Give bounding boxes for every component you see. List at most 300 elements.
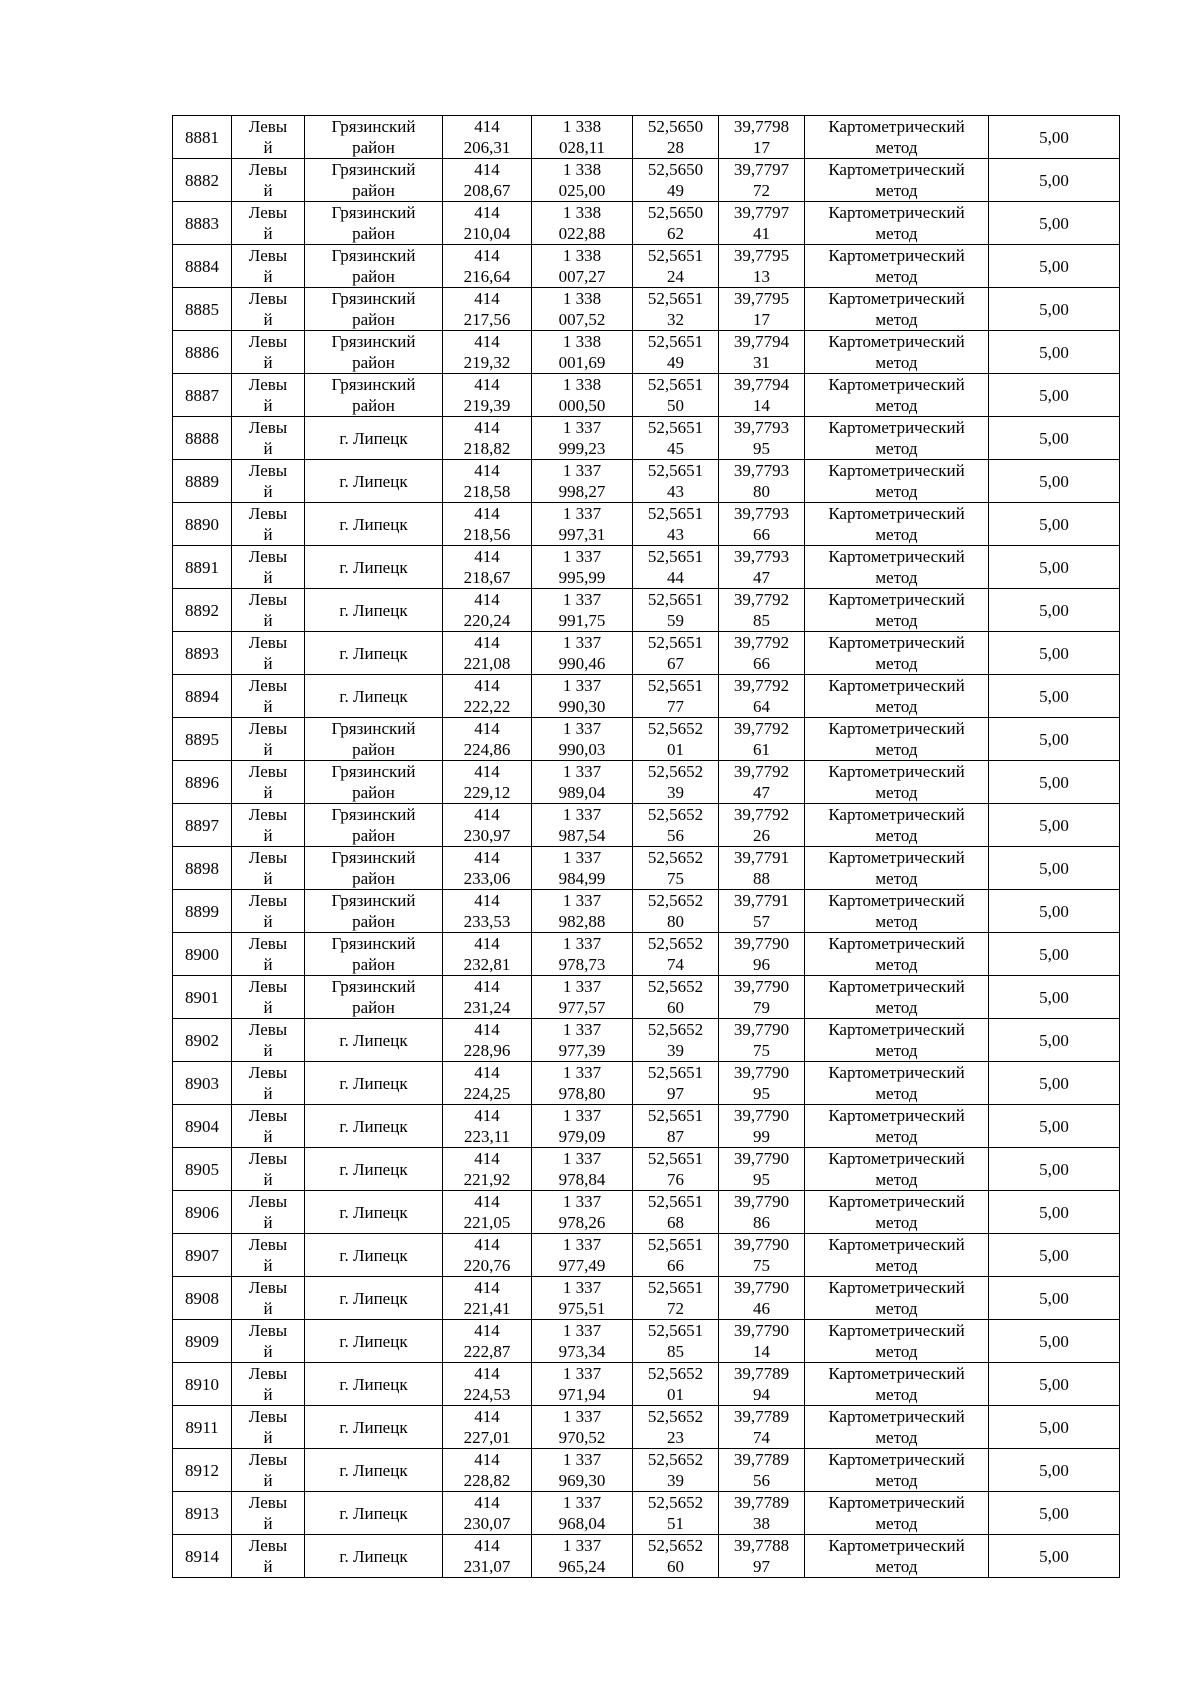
- longitude-cell: [719, 761, 805, 804]
- cell-text: 8881: [185, 127, 219, 147]
- cell-text: Грязинский район: [331, 203, 416, 243]
- cell-text: 5,00: [1039, 213, 1069, 233]
- cell-text: Картометрический метод: [828, 1278, 965, 1318]
- table-row: [173, 116, 1120, 159]
- cell-text: Грязинский район: [331, 160, 416, 200]
- cell-text: 5,00: [1039, 1288, 1069, 1308]
- cell-text: 5,00: [1039, 342, 1069, 362]
- table-row: [173, 288, 1120, 331]
- cell-text: Левы й: [248, 1020, 288, 1060]
- point-number-cell: [173, 1191, 232, 1234]
- cell-text: Картометрический метод: [828, 891, 965, 931]
- y-coordinate-cell: [532, 503, 633, 546]
- method-cell: [805, 589, 989, 632]
- district-cell: [305, 331, 443, 374]
- table-row: [173, 632, 1120, 675]
- cell-text: 39,7789 56: [733, 1450, 790, 1490]
- latitude-cell: [633, 632, 719, 675]
- point-number-cell: [173, 933, 232, 976]
- cell-text: 5,00: [1039, 1460, 1069, 1480]
- accuracy-cell: [989, 1363, 1120, 1406]
- accuracy-cell: [989, 1535, 1120, 1578]
- cell-text: 8904: [185, 1116, 219, 1136]
- x-coordinate-cell: [443, 288, 532, 331]
- side-cell: [232, 1191, 305, 1234]
- y-coordinate-cell: [532, 1449, 633, 1492]
- cell-text: 52,5652 01: [647, 1364, 704, 1404]
- accuracy-cell: [989, 1191, 1120, 1234]
- method-cell: [805, 245, 989, 288]
- cell-text: Картометрический метод: [828, 848, 965, 888]
- latitude-cell: [633, 1535, 719, 1578]
- cell-text: 5,00: [1039, 1245, 1069, 1265]
- cell-text: 5,00: [1039, 1546, 1069, 1566]
- cell-text: 1 338 001,69: [558, 332, 606, 372]
- cell-text: 1 337 989,04: [558, 762, 606, 802]
- cell-text: Картометрический метод: [828, 1149, 965, 1189]
- cell-text: 5,00: [1039, 1159, 1069, 1179]
- latitude-cell: [633, 1234, 719, 1277]
- cell-text: 5,00: [1039, 944, 1069, 964]
- accuracy-cell: [989, 546, 1120, 589]
- cell-text: Картометрический метод: [828, 117, 965, 157]
- cell-text: 5,00: [1039, 1202, 1069, 1222]
- x-coordinate-cell: [443, 374, 532, 417]
- cell-text: Левы й: [248, 1450, 288, 1490]
- cell-text: 52,5651 49: [647, 332, 704, 372]
- cell-text: 8911: [185, 1417, 219, 1437]
- cell-text: 8887: [185, 385, 219, 405]
- table-row: [173, 460, 1120, 503]
- cell-text: 414 229,12: [463, 762, 511, 802]
- method-cell: [805, 804, 989, 847]
- side-cell: [232, 847, 305, 890]
- cell-text: Картометрический метод: [828, 1364, 965, 1404]
- cell-text: 414 218,56: [463, 504, 511, 544]
- table-row: [173, 374, 1120, 417]
- latitude-cell: [633, 417, 719, 460]
- table-row: [173, 1363, 1120, 1406]
- accuracy-cell: [989, 288, 1120, 331]
- table-row: [173, 1148, 1120, 1191]
- cell-text: 52,5651 87: [647, 1106, 704, 1146]
- method-cell: [805, 1062, 989, 1105]
- side-cell: [232, 460, 305, 503]
- latitude-cell: [633, 1277, 719, 1320]
- latitude-cell: [633, 460, 719, 503]
- latitude-cell: [633, 1320, 719, 1363]
- cell-text: 1 337 995,99: [558, 547, 606, 587]
- longitude-cell: [719, 1320, 805, 1363]
- cell-text: 1 337 977,39: [558, 1020, 606, 1060]
- cell-text: Картометрический метод: [828, 418, 965, 458]
- longitude-cell: [719, 460, 805, 503]
- cell-text: Левы й: [248, 332, 288, 372]
- district-cell: [305, 675, 443, 718]
- table-row: [173, 976, 1120, 1019]
- point-number-cell: [173, 1062, 232, 1105]
- cell-text: 5,00: [1039, 901, 1069, 921]
- cell-text: 39,7795 17: [733, 289, 790, 329]
- district-cell: [305, 116, 443, 159]
- method-cell: [805, 675, 989, 718]
- cell-text: Левы й: [248, 1063, 288, 1103]
- cell-text: Левы й: [248, 418, 288, 458]
- cell-text: 5,00: [1039, 1417, 1069, 1437]
- cell-text: 414 210,04: [463, 203, 511, 243]
- cell-text: Грязинский район: [331, 332, 416, 372]
- x-coordinate-cell: [443, 159, 532, 202]
- y-coordinate-cell: [532, 116, 633, 159]
- y-coordinate-cell: [532, 1535, 633, 1578]
- accuracy-cell: [989, 116, 1120, 159]
- cell-text: Картометрический метод: [828, 203, 965, 243]
- y-coordinate-cell: [532, 804, 633, 847]
- cell-text: 5,00: [1039, 686, 1069, 706]
- cell-text: 8905: [185, 1159, 219, 1179]
- latitude-cell: [633, 1191, 719, 1234]
- side-cell: [232, 245, 305, 288]
- point-number-cell: [173, 245, 232, 288]
- x-coordinate-cell: [443, 1105, 532, 1148]
- table-row: [173, 804, 1120, 847]
- table-row: [173, 202, 1120, 245]
- y-coordinate-cell: [532, 159, 633, 202]
- table-row: [173, 159, 1120, 202]
- table-row: [173, 890, 1120, 933]
- table-row: [173, 1406, 1120, 1449]
- point-number-cell: [173, 632, 232, 675]
- point-number-cell: [173, 1234, 232, 1277]
- point-number-cell: [173, 503, 232, 546]
- cell-text: 414 233,53: [463, 891, 511, 931]
- cell-text: 39,7790 86: [733, 1192, 790, 1232]
- table-row: [173, 503, 1120, 546]
- cell-text: 52,5651 32: [647, 289, 704, 329]
- cell-text: 52,5651 44: [647, 547, 704, 587]
- latitude-cell: [633, 933, 719, 976]
- cell-text: 1 338 025,00: [558, 160, 606, 200]
- cell-text: 414 223,11: [463, 1106, 511, 1146]
- point-number-cell: [173, 976, 232, 1019]
- x-coordinate-cell: [443, 1492, 532, 1535]
- cell-text: 52,5652 60: [647, 1536, 704, 1576]
- cell-text: 52,5651 77: [647, 676, 704, 716]
- cell-text: 8883: [185, 213, 219, 233]
- cell-text: 5,00: [1039, 557, 1069, 577]
- latitude-cell: [633, 890, 719, 933]
- longitude-cell: [719, 331, 805, 374]
- cell-text: 1 338 028,11: [558, 117, 606, 157]
- y-coordinate-cell: [532, 331, 633, 374]
- district-cell: [305, 804, 443, 847]
- cell-text: 39,7792 26: [733, 805, 790, 845]
- point-number-cell: [173, 374, 232, 417]
- longitude-cell: [719, 933, 805, 976]
- table-row: [173, 1019, 1120, 1062]
- side-cell: [232, 417, 305, 460]
- cell-text: г. Липецк: [339, 1030, 408, 1050]
- cell-text: 414 221,92: [463, 1149, 511, 1189]
- district-cell: [305, 1062, 443, 1105]
- longitude-cell: [719, 116, 805, 159]
- y-coordinate-cell: [532, 632, 633, 675]
- method-cell: [805, 288, 989, 331]
- longitude-cell: [719, 1234, 805, 1277]
- side-cell: [232, 374, 305, 417]
- cell-text: 414 231,07: [463, 1536, 511, 1576]
- latitude-cell: [633, 804, 719, 847]
- district-cell: [305, 589, 443, 632]
- cell-text: Левы й: [248, 1536, 288, 1576]
- table-row: [173, 245, 1120, 288]
- cell-text: г. Липецк: [339, 643, 408, 663]
- cell-text: 52,5651 45: [647, 418, 704, 458]
- longitude-cell: [719, 503, 805, 546]
- cell-text: Картометрический метод: [828, 160, 965, 200]
- cell-text: 52,5652 80: [647, 891, 704, 931]
- cell-text: 414 222,87: [463, 1321, 511, 1361]
- cell-text: Картометрический метод: [828, 1450, 965, 1490]
- cell-text: 39,7792 66: [733, 633, 790, 673]
- table-row: [173, 417, 1120, 460]
- latitude-cell: [633, 159, 719, 202]
- cell-text: г. Липецк: [339, 1073, 408, 1093]
- cell-text: Картометрический метод: [828, 504, 965, 544]
- cell-text: 8888: [185, 428, 219, 448]
- district-cell: [305, 976, 443, 1019]
- cell-text: 1 337 987,54: [558, 805, 606, 845]
- x-coordinate-cell: [443, 1277, 532, 1320]
- cell-text: 414 219,39: [463, 375, 511, 415]
- cell-text: 5,00: [1039, 428, 1069, 448]
- y-coordinate-cell: [532, 374, 633, 417]
- cell-text: 414 228,96: [463, 1020, 511, 1060]
- x-coordinate-cell: [443, 116, 532, 159]
- cell-text: 5,00: [1039, 170, 1069, 190]
- cell-text: 52,5651 43: [647, 504, 704, 544]
- longitude-cell: [719, 202, 805, 245]
- longitude-cell: [719, 1449, 805, 1492]
- cell-text: Картометрический метод: [828, 1106, 965, 1146]
- point-number-cell: [173, 890, 232, 933]
- cell-text: 52,5650 62: [647, 203, 704, 243]
- cell-text: 39,7793 47: [733, 547, 790, 587]
- longitude-cell: [719, 718, 805, 761]
- cell-text: 8891: [185, 557, 219, 577]
- latitude-cell: [633, 976, 719, 1019]
- y-coordinate-cell: [532, 202, 633, 245]
- method-cell: [805, 1234, 989, 1277]
- cell-text: Левы й: [248, 934, 288, 974]
- cell-text: г. Липецк: [339, 1460, 408, 1480]
- latitude-cell: [633, 1406, 719, 1449]
- district-cell: [305, 933, 443, 976]
- cell-text: 414 232,81: [463, 934, 511, 974]
- cell-text: 414 221,08: [463, 633, 511, 673]
- latitude-cell: [633, 1148, 719, 1191]
- method-cell: [805, 1019, 989, 1062]
- cell-text: Картометрический метод: [828, 1063, 965, 1103]
- cell-text: 52,5652 23: [647, 1407, 704, 1447]
- cell-text: Левы й: [248, 1407, 288, 1447]
- cell-text: 1 338 007,52: [558, 289, 606, 329]
- x-coordinate-cell: [443, 976, 532, 1019]
- x-coordinate-cell: [443, 632, 532, 675]
- x-coordinate-cell: [443, 589, 532, 632]
- point-number-cell: [173, 1105, 232, 1148]
- y-coordinate-cell: [532, 890, 633, 933]
- y-coordinate-cell: [532, 245, 633, 288]
- x-coordinate-cell: [443, 1062, 532, 1105]
- cell-text: 414 227,01: [463, 1407, 511, 1447]
- cell-text: 414 228,82: [463, 1450, 511, 1490]
- district-cell: [305, 847, 443, 890]
- cell-text: 39,7790 95: [733, 1149, 790, 1189]
- accuracy-cell: [989, 1277, 1120, 1320]
- cell-text: 52,5651 68: [647, 1192, 704, 1232]
- cell-text: 52,5651 66: [647, 1235, 704, 1275]
- cell-text: 39,7790 95: [733, 1063, 790, 1103]
- y-coordinate-cell: [532, 847, 633, 890]
- cell-text: 8893: [185, 643, 219, 663]
- cell-text: 39,7790 99: [733, 1106, 790, 1146]
- district-cell: [305, 417, 443, 460]
- cell-text: 39,7795 13: [733, 246, 790, 286]
- x-coordinate-cell: [443, 933, 532, 976]
- cell-text: 5,00: [1039, 385, 1069, 405]
- cell-text: Левы й: [248, 676, 288, 716]
- table-row: [173, 675, 1120, 718]
- x-coordinate-cell: [443, 890, 532, 933]
- side-cell: [232, 804, 305, 847]
- y-coordinate-cell: [532, 718, 633, 761]
- cell-text: Левы й: [248, 891, 288, 931]
- cell-text: 52,5652 39: [647, 1020, 704, 1060]
- cell-text: 8902: [185, 1030, 219, 1050]
- cell-text: 1 337 982,88: [558, 891, 606, 931]
- y-coordinate-cell: [532, 1191, 633, 1234]
- point-number-cell: [173, 546, 232, 589]
- cell-text: 414 217,56: [463, 289, 511, 329]
- cell-text: 1 338 000,50: [558, 375, 606, 415]
- latitude-cell: [633, 1492, 719, 1535]
- accuracy-cell: [989, 933, 1120, 976]
- y-coordinate-cell: [532, 417, 633, 460]
- latitude-cell: [633, 718, 719, 761]
- district-cell: [305, 288, 443, 331]
- accuracy-cell: [989, 890, 1120, 933]
- cell-text: 8897: [185, 815, 219, 835]
- method-cell: [805, 1535, 989, 1578]
- cell-text: г. Липецк: [339, 1417, 408, 1437]
- district-cell: [305, 503, 443, 546]
- point-number-cell: [173, 589, 232, 632]
- y-coordinate-cell: [532, 1105, 633, 1148]
- table-row: [173, 1535, 1120, 1578]
- cell-text: Картометрический метод: [828, 1536, 965, 1576]
- point-number-cell: [173, 116, 232, 159]
- table-body: [173, 116, 1120, 1578]
- table-row: [173, 1277, 1120, 1320]
- method-cell: [805, 503, 989, 546]
- side-cell: [232, 503, 305, 546]
- cell-text: 8901: [185, 987, 219, 1007]
- district-cell: [305, 159, 443, 202]
- cell-text: 414 218,58: [463, 461, 511, 501]
- cell-text: 39,7792 85: [733, 590, 790, 630]
- district-cell: [305, 1492, 443, 1535]
- x-coordinate-cell: [443, 245, 532, 288]
- cell-text: 8886: [185, 342, 219, 362]
- cell-text: 5,00: [1039, 643, 1069, 663]
- cell-text: 5,00: [1039, 729, 1069, 749]
- cell-text: Картометрический метод: [828, 289, 965, 329]
- method-cell: [805, 1105, 989, 1148]
- cell-text: 39,7790 14: [733, 1321, 790, 1361]
- side-cell: [232, 1019, 305, 1062]
- cell-text: 39,7790 46: [733, 1278, 790, 1318]
- y-coordinate-cell: [532, 288, 633, 331]
- cell-text: 5,00: [1039, 471, 1069, 491]
- cell-text: Грязинский район: [331, 719, 416, 759]
- longitude-cell: [719, 1148, 805, 1191]
- cell-text: 414 224,25: [463, 1063, 511, 1103]
- cell-text: Картометрический метод: [828, 590, 965, 630]
- cell-text: 5,00: [1039, 1030, 1069, 1050]
- cell-text: 8900: [185, 944, 219, 964]
- cell-text: 414 220,76: [463, 1235, 511, 1275]
- district-cell: [305, 1535, 443, 1578]
- cell-text: Левы й: [248, 1192, 288, 1232]
- latitude-cell: [633, 1363, 719, 1406]
- latitude-cell: [633, 1449, 719, 1492]
- longitude-cell: [719, 976, 805, 1019]
- point-number-cell: [173, 675, 232, 718]
- cell-text: Левы й: [248, 719, 288, 759]
- cell-text: 39,7788 97: [733, 1536, 790, 1576]
- cell-text: 1 337 990,30: [558, 676, 606, 716]
- side-cell: [232, 933, 305, 976]
- cell-text: 8899: [185, 901, 219, 921]
- side-cell: [232, 331, 305, 374]
- side-cell: [232, 1406, 305, 1449]
- cell-text: Левы й: [248, 1106, 288, 1146]
- x-coordinate-cell: [443, 1406, 532, 1449]
- cell-text: Картометрический метод: [828, 1321, 965, 1361]
- point-number-cell: [173, 417, 232, 460]
- table-row: [173, 1234, 1120, 1277]
- cell-text: 1 337 979,09: [558, 1106, 606, 1146]
- y-coordinate-cell: [532, 761, 633, 804]
- side-cell: [232, 589, 305, 632]
- y-coordinate-cell: [532, 546, 633, 589]
- cell-text: Левы й: [248, 160, 288, 200]
- method-cell: [805, 718, 989, 761]
- latitude-cell: [633, 245, 719, 288]
- longitude-cell: [719, 288, 805, 331]
- cell-text: Картометрический метод: [828, 246, 965, 286]
- cell-text: 8882: [185, 170, 219, 190]
- accuracy-cell: [989, 1406, 1120, 1449]
- side-cell: [232, 675, 305, 718]
- cell-text: 8898: [185, 858, 219, 878]
- side-cell: [232, 1105, 305, 1148]
- x-coordinate-cell: [443, 460, 532, 503]
- cell-text: Картометрический метод: [828, 375, 965, 415]
- cell-text: Грязинский район: [331, 117, 416, 157]
- y-coordinate-cell: [532, 1320, 633, 1363]
